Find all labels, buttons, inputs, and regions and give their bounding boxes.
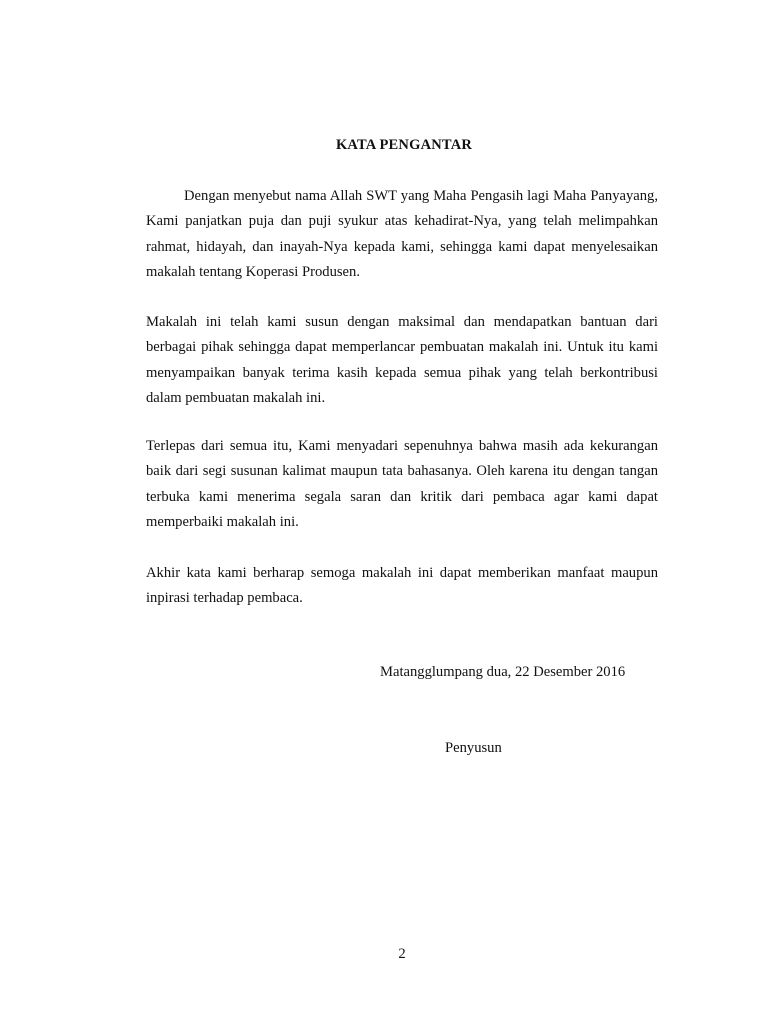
paragraph-limitations: Terlepas dari semua itu, Kami menyadari sepenuhnya bahwa masih ada kekurangan baik dari segi susunan kalimat maupun tata bahasanya. Oleh karena itu dengan tangan terbuka kami menerima segala saran dan kritik dari pembaca agar kami dapat memperbaiki makalah ini. [146, 438, 658, 530]
paragraph-acknowledgement: Makalah ini telah kami susun dengan maksimal dan mendapatkan bantuan dari berbagai pihak sehingga dapat memperlancar pembuatan makalah ini. Untuk itu kami menyampaikan banyak terima kasih kepada semua pihak yang telah berkontribusi dalam pembuatan makalah ini. [146, 314, 658, 406]
signer-label: Penyusun [445, 740, 502, 756]
paragraph-closing: Akhir kata kami berharap semoga makalah ini dapat memberikan manfaat maupun inpirasi terhadap pembaca. [146, 565, 658, 607]
paragraph-opening: Dengan menyebut nama Allah SWT yang Maha Pengasih lagi Maha Panyayang, Kami panjatkan puja dan puji syukur atas kehadirat-Nya, yang telah melimpahkan rahmat, hidayah, dan inayah-Nya kepada kami, sehingga kami dapat menyelesaikan makalah tentang Koperasi Produsen. [146, 188, 658, 280]
place-and-date: Matangglumpang dua, 22 Desember 2016 [380, 664, 626, 680]
page-title: KATA PENGANTAR [335, 137, 473, 153]
page-number: 2 [398, 946, 406, 962]
